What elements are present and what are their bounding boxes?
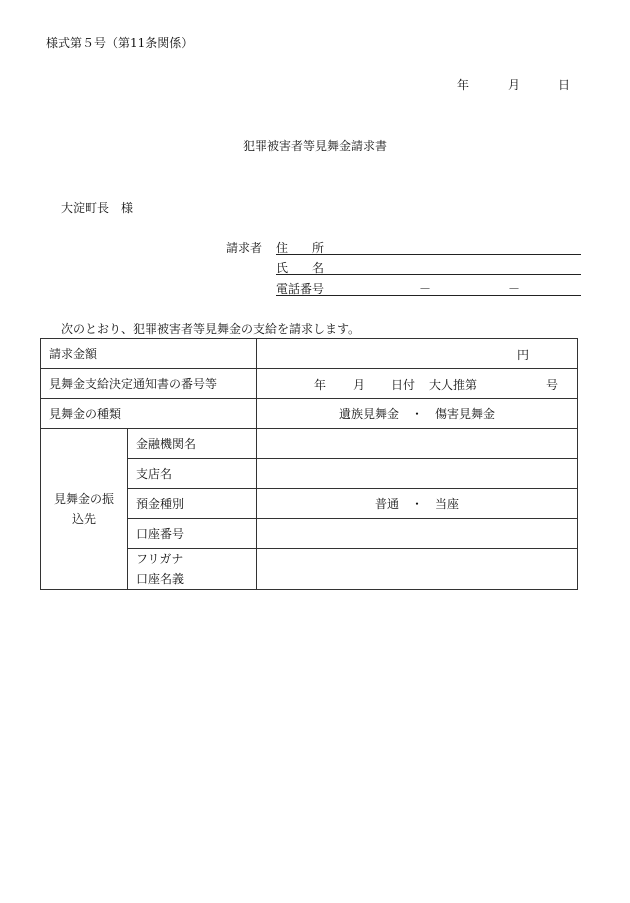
phone-dash-2: －	[508, 282, 521, 296]
branch-label: 支店名	[128, 459, 257, 489]
account-type-label: 預金種別	[128, 489, 257, 519]
transfer-label-line-1: 見舞金の振	[53, 492, 114, 506]
claimant-address-field[interactable]	[276, 238, 581, 255]
date-year-label: 年	[457, 78, 470, 92]
transfer-label-line-2: 込先	[71, 512, 96, 526]
notice-day: 日付	[391, 378, 416, 392]
intro-text: 次のとおり、犯罪被害者等見舞金の支給を請求します。	[61, 322, 361, 336]
notice-prefix: 大人推第	[429, 378, 478, 392]
phone-label: 電話番号	[276, 282, 325, 296]
notice-label: 見舞金支給決定通知書の番号等	[41, 369, 257, 399]
claimant-phone-field[interactable]	[276, 279, 581, 296]
table-row-notice	[41, 369, 578, 399]
addressee: 大淀町長 様	[61, 201, 134, 215]
claim-amount-label: 請求金額	[41, 339, 257, 369]
claimant-label: 請求者	[226, 241, 263, 255]
phone-dash-1: －	[419, 282, 432, 296]
bank-name-field[interactable]	[257, 429, 578, 459]
type-label: 見舞金の種類	[41, 399, 257, 429]
notice-number-field[interactable]	[257, 369, 578, 399]
date-day-label: 日	[558, 78, 571, 92]
date-month-label: 月	[508, 78, 521, 92]
account-holder-label-cell	[128, 549, 257, 590]
type-options[interactable]: 遺族見舞金 ・ 傷害見舞金	[257, 399, 578, 429]
form-number: 様式第５号（第11条関係）	[46, 36, 194, 50]
document-title: 犯罪被害者等見舞金請求書	[242, 139, 387, 153]
notice-no: 号	[546, 378, 559, 392]
notice-month: 月	[353, 378, 366, 392]
account-holder-field[interactable]	[257, 549, 578, 590]
address-label-2: 所	[312, 241, 325, 255]
table-row-claim-amount	[41, 339, 578, 369]
account-type-options[interactable]: 普通 ・ 当座	[257, 489, 578, 519]
bank-name-label: 金融機関名	[128, 429, 257, 459]
account-number-field[interactable]	[257, 519, 578, 549]
account-holder-label: 口座名義	[136, 572, 185, 586]
claim-amount-field[interactable]	[257, 339, 578, 369]
claimant-name-field[interactable]	[276, 258, 581, 275]
name-label-2: 名	[312, 261, 325, 275]
branch-field[interactable]	[257, 459, 578, 489]
account-number-label: 口座番号	[128, 519, 257, 549]
yen-label: 円	[517, 348, 530, 362]
furigana-label: フリガナ	[136, 552, 184, 566]
table-row-bank	[41, 429, 578, 459]
name-label-1: 氏	[276, 261, 289, 275]
notice-year: 年	[314, 378, 327, 392]
transfer-destination-label	[41, 429, 128, 590]
address-label-1: 住	[276, 241, 289, 255]
claim-form-table	[40, 338, 578, 590]
table-row-type	[41, 399, 578, 429]
